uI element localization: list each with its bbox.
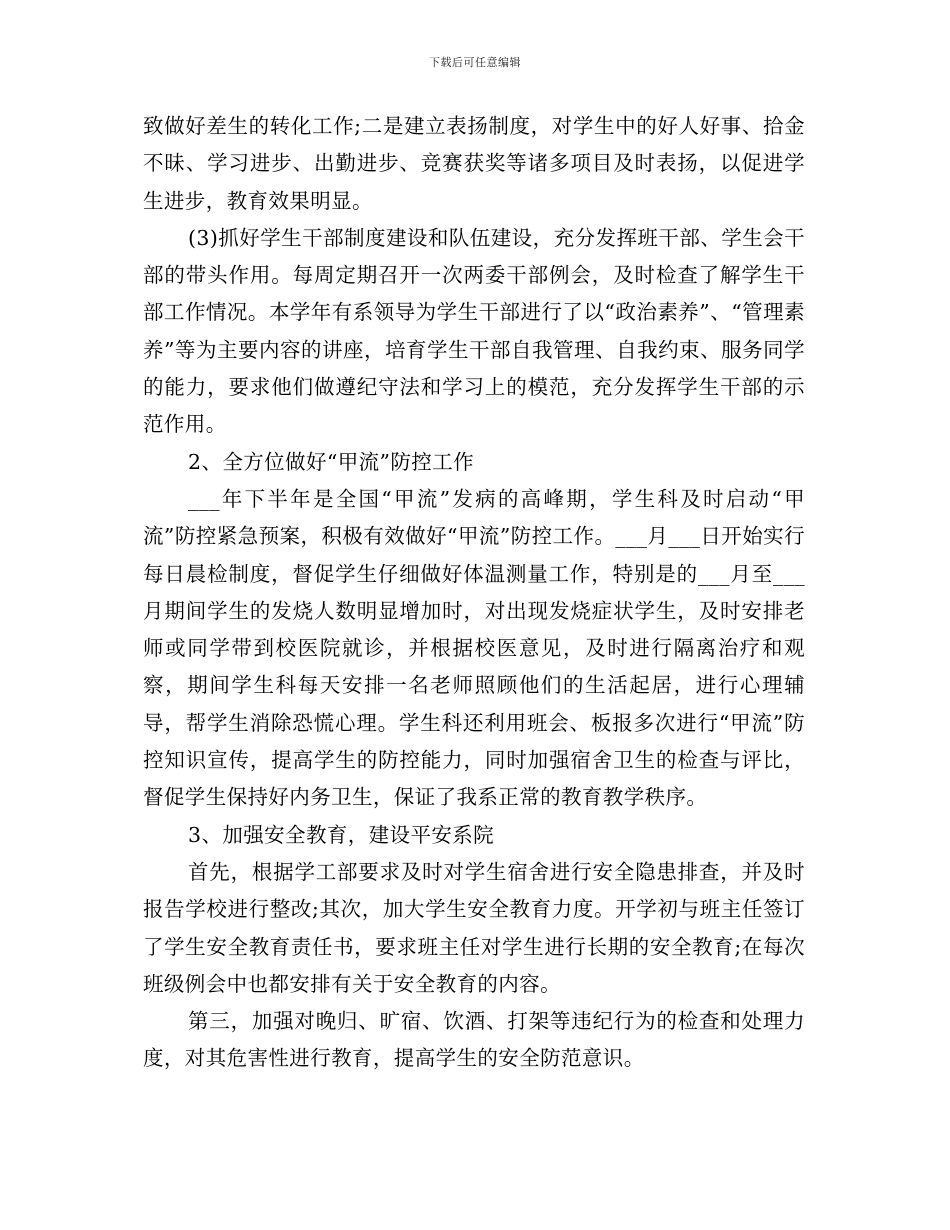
section-heading-2: 2、全方位做好“甲流”防控工作	[188, 449, 475, 474]
paragraph-3: ___年下半年是全国“甲流”发病的高峰期，学生科及时启动“甲流”防控紧急预案，积极有效做好“甲流”防控工作。___月___日开始实行每日晨检制度，督促学生仔细做好体温测量工作，特别是的___月至___月期间学生的发烧人数明显增加时，对出现发烧症状学生，及时安排老师或同学带到校医院就诊，并根据校医意见，及时进行隔离治疗和观察，期间学生科每天安排一名老师照顾他们的生活起居，进行心理辅导，帮学生消除恐慌心理。学生科还利用班会、板报多次进行“甲流”防控知识宣传，提高学生的防控能力，同时加强宿舍卫生的检查与评比，督促学生保持好内务卫生，保证了我系正常的教育教学秩序。	[143, 486, 805, 810]
document-body	[143, 108, 805, 1078]
paragraph-5: 第三，加强对晚归、旷宿、饮酒、打架等违纪行为的检查和处理力度，对其危害性进行教育，提高学生的安全防范意识。	[143, 1009, 805, 1071]
paragraph-2: (3)抓好学生干部制度建设和队伍建设，充分发挥班干部、学生会干部的带头作用。每周定期召开一次两委干部例会，及时检查了解学生干部工作情况。本学年有系领导为学生干部进行了以“政治素养”、“管理素养”等为主要内容的讲座，培育学生干部自我管理、自我约束、服务同学的能力，要求他们做遵纪守法和学习上的模范，充分发挥学生干部的示范作用。	[143, 225, 805, 437]
paragraph-1: 致做好差生的转化工作;二是建立表扬制度，对学生中的好人好事、拾金不昧、学习进步、出勤进步、竞赛获奖等诸多项目及时表扬，以促进学生进步，教育效果明显。	[143, 114, 805, 213]
section-heading-3: 3、加强安全教育，建设平安系院	[188, 822, 495, 847]
page-header: 下载后可任意编辑	[429, 56, 521, 69]
paragraph-4: 首先，根据学工部要求及时对学生宿舍进行安全隐患排查，并及时报告学校进行整改;其次，加大学生安全教育力度。开学初与班主任签订了学生安全教育责任书，要求班主任对学生进行长期的安全教育;在每次班级例会中也都安排有关于安全教育的内容。	[143, 859, 805, 996]
